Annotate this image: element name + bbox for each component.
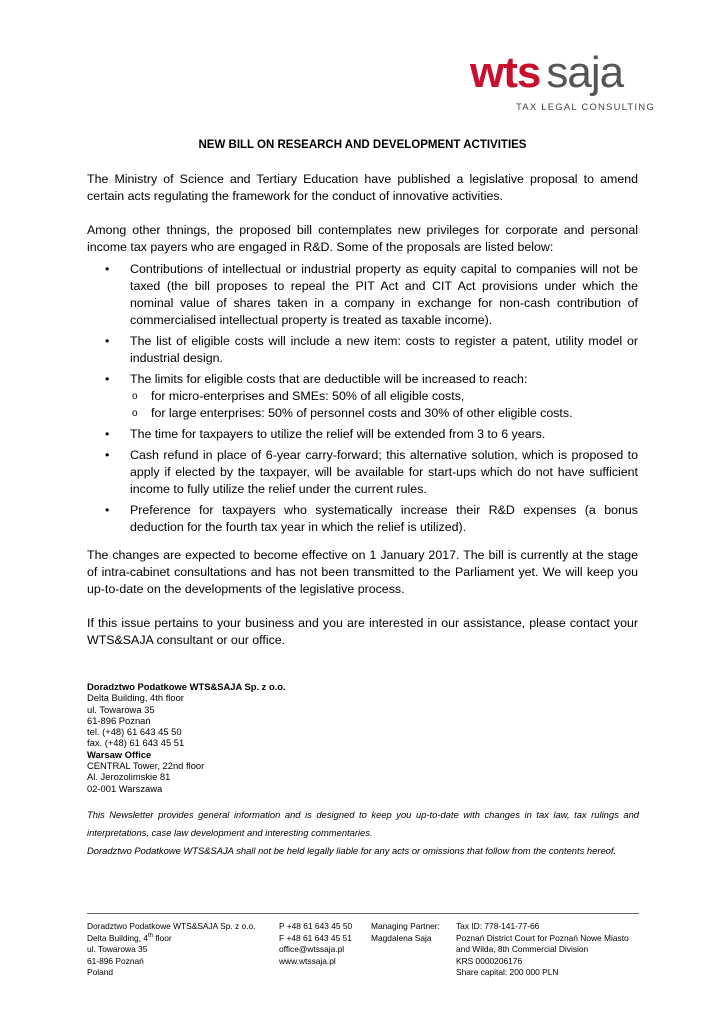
address-line: Al. Jerozolimskie 81 (87, 771, 171, 783)
intro-paragraph: The Ministry of Science and Tertiary Education have published a legislative proposal to amend certain acts regulating the framework for the conduct of innovative activities. (87, 172, 638, 203)
document-title: NEW BILL ON RESEARCH AND DEVELOPMENT ACTIVITIES (198, 139, 527, 151)
fax-line: fax. (+48) 61 643 45 51 (87, 737, 185, 749)
disclaimer (87, 806, 639, 860)
address-line: 02-001 Warszawa (87, 782, 163, 794)
company-name: Doradztwo Podatkowe WTS&SAJA Sp. z o.o. (87, 681, 286, 692)
sub-list-item: o for large enterprises: 50% of personnel costs and 30% of other eligible costs. (130, 405, 638, 422)
disclaimer-line: This Newsletter provides general information and is designed to keep you up-to-date with changes in tax law, tax rulings and interpretations, case law development and interesting commentaries. (87, 809, 639, 838)
list-item: • Cash refund in place of 6-year carry-forward; this alternative solution, which is proposed to apply if elected by the taxpayer, will be available for start-ups which do not have sufficient income to fully utilize the relief under the current rules. (87, 447, 638, 498)
logo-wts: wts (470, 48, 541, 97)
list-item: • The limits for eligible costs that are deductible will be increased to reach: o for micro-enterprises and SMEs: 50% of all eligible costs, o for large enterprises: 50% of personnel costs and 30% of other eligible costs. (87, 371, 638, 422)
list-item: • The time for taxpayers to utilize the relief will be extended from 3 to 6 years. (87, 426, 638, 443)
footer-divider (87, 913, 639, 914)
website-link[interactable]: www.wtssaja.pl (279, 955, 336, 966)
footer-company-column: Doradztwo Podatkowe WTS&SAJA Sp. z o.o. Delta Building, 4th floor ul. Towarowa 35 61-896 Poznań Poland (87, 921, 256, 977)
changes-paragraph: The changes are expected to become effective on 1 January 2017. The bill is currently at the stage of intra-cabinet consultations and has not been transmitted to the Parliament yet. We will keep you up-to-date on the developments of the legislative process. (87, 548, 638, 596)
warsaw-office-heading: Warsaw Office (87, 748, 152, 760)
limits-sublist (130, 388, 638, 422)
logo-saja: saja (546, 48, 624, 97)
company-logo (470, 48, 655, 118)
list-item: • Preference for taxpayers who systematically increase their R&D expenses (a bonus deduction for the fourth tax year in which the relief is utilized). (87, 502, 638, 536)
address-line: CENTRAL Tower, 22nd floor (87, 760, 205, 772)
logo-tagline: TAX LEGAL CONSULTING (516, 102, 655, 113)
list-item: • Contributions of intellectual or industrial property as equity capital to companies will not be taxed (the bill proposes to repeal the PIT Act and CIT Act provisions under which the nominal value of shares taken in a company in exchange for non-cash contribution of commercialised intellectual property is treated as taxable income). (87, 261, 638, 329)
address-line: 61-896 Poznań (87, 714, 151, 726)
address-line: Delta Building, 4th floor (87, 692, 184, 704)
contact-us-paragraph: If this issue pertains to your business and you are interested in our assistance, please contact your WTS&SAJA consultant or our office. (87, 616, 638, 647)
footer-registration-column: Tax ID: 778-141-77-66 Poznań District Court for Poznań Nowe Miasto and Wilda, 8th Commercial Division KRS 0000206176 Share capital: 200 000 PLN (456, 921, 629, 977)
contact-block (87, 681, 286, 794)
among-paragraph: Among other thnings, the proposed bill contemplates new privileges for corporate and personal income tax payers who are engaged in R&D. Some of the proposals are listed below: (87, 223, 638, 254)
list-item: • The list of eligible costs will include a new item: costs to register a patent, utility model or industrial design. (87, 333, 638, 367)
sub-list-item: o for micro-enterprises and SMEs: 50% of all eligible costs, (130, 388, 638, 405)
footer-contact-column: P +48 61 643 45 50 F +48 61 643 45 51 office@wtssaja.pl www.wtssaja.pl (279, 921, 353, 966)
disclaimer-line: Doradztwo Podatkowe WTS&SAJA shall not be held legally liable for any acts or omissions that follow from the contents hereof. (87, 845, 617, 856)
footer-partner-column: Managing Partner: Magdalena Saja (371, 921, 440, 943)
email-link[interactable]: office@wtssaja.pl (279, 944, 345, 954)
address-line: ul. Towarowa 35 (87, 703, 155, 715)
phone-line: tel. (+48) 61 643 45 50 (87, 726, 182, 738)
proposals-list (87, 261, 638, 540)
